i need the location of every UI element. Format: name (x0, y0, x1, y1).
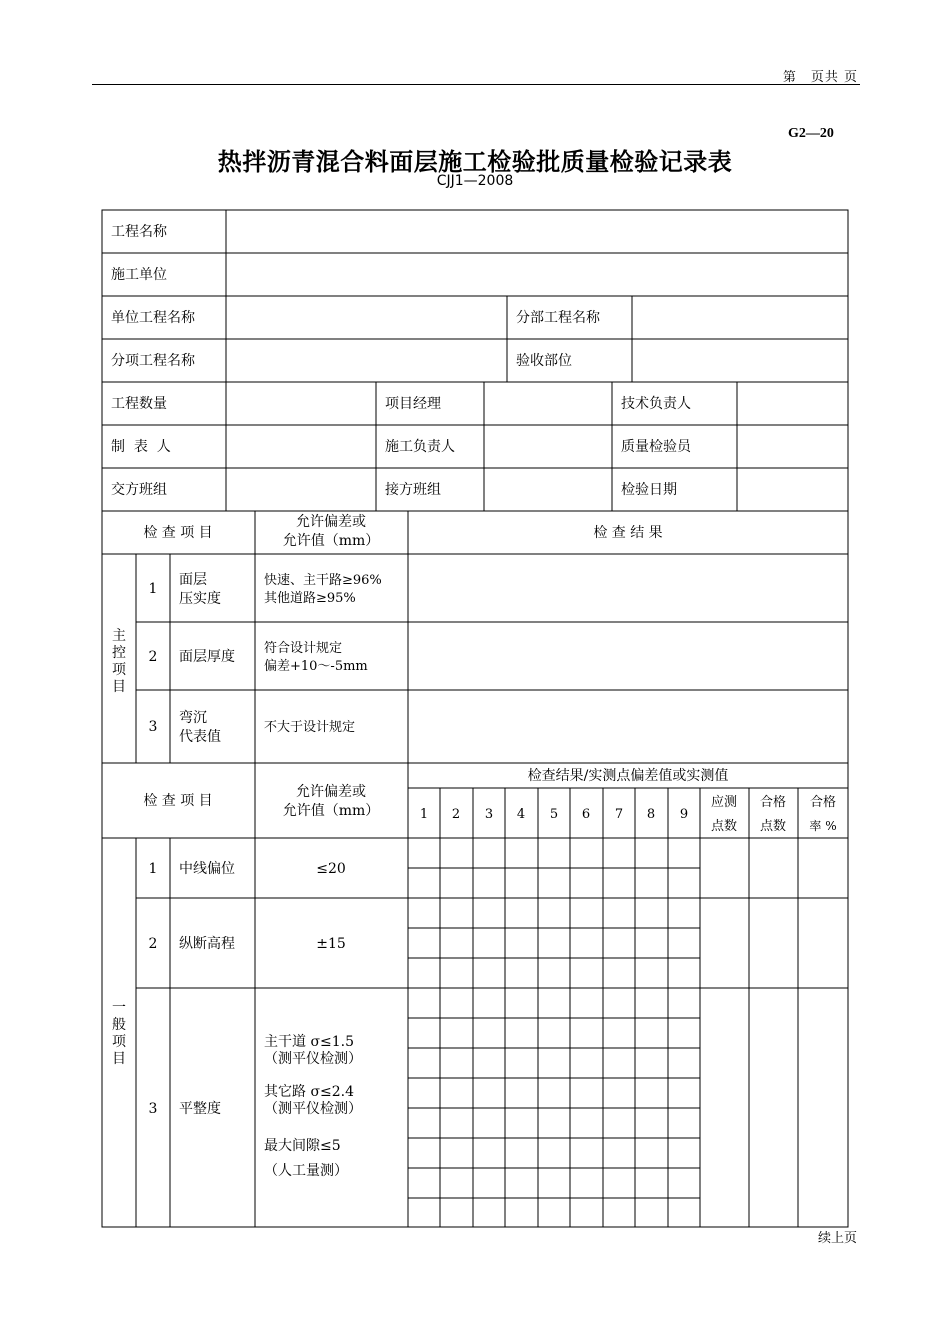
page-indicator: 第 页共 页 (782, 70, 858, 85)
point-col-1: 1 (419, 807, 429, 822)
label-sub-project: 分部工程名称 (516, 310, 600, 326)
general-category-label: 一般项目 (112, 1000, 126, 1067)
form-code: G2—20 (788, 126, 834, 141)
main-row-2-tol-2: 偏差+10～-5mm (264, 659, 368, 674)
point-col-7: 7 (614, 807, 624, 822)
main-row-3-tol-1: 不大于设计规定 (264, 720, 356, 735)
point-col-3: 3 (484, 807, 494, 822)
main-col-item: 检 查 项 目 (143, 525, 213, 541)
label-inspection-date: 检验日期 (621, 482, 677, 498)
table-grid (102, 210, 848, 1227)
label-project-manager: 项目经理 (385, 396, 441, 412)
gen-col-result: 检查结果/实测点偏差值或实测值 (527, 768, 729, 784)
main-row-1-name-1: 面层 (179, 572, 207, 588)
label-project-name: 工程名称 (111, 224, 167, 240)
point-col-8: 8 (646, 807, 656, 822)
gen-row-2-tol: ±15 (316, 936, 346, 952)
gen-col-item: 检 查 项 目 (143, 793, 213, 809)
col-should-2: 点数 (710, 819, 738, 834)
gen-row-2-name: 纵断高程 (179, 936, 235, 952)
gen-row-1-name: 中线偏位 (179, 861, 235, 877)
gen-row-3-no: 3 (148, 1101, 158, 1117)
gen-row-1-tol: ≤20 (316, 861, 346, 877)
col-rate-2: 率 % (809, 819, 837, 833)
gen-row-3-tol-line-1: 主干道 σ≤1.5 (264, 1034, 355, 1050)
main-row-1-name-2: 压实度 (179, 591, 221, 607)
main-row-1-tol-1: 快速、主干路≥96% (264, 573, 382, 588)
gen-row-3-tol-line-6: （人工量测） (264, 1163, 348, 1179)
label-tech-lead: 技术负责人 (621, 396, 691, 412)
label-handover-team: 交方班组 (111, 482, 167, 498)
main-row-2-name-1: 面层厚度 (179, 649, 235, 665)
col-should-1: 应测 (710, 795, 738, 810)
label-quantity: 工程数量 (111, 396, 167, 412)
label-item-project: 分项工程名称 (111, 353, 195, 369)
gen-col-tol-1: 允许偏差或 (296, 784, 366, 800)
main-col-result: 检 查 结 果 (593, 525, 663, 541)
point-col-9: 9 (679, 807, 689, 822)
main-row-3-name-1: 弯沉 (179, 710, 207, 726)
gen-row-3-name: 平整度 (179, 1101, 221, 1117)
point-col-4: 4 (516, 807, 526, 822)
label-preparer: 制 表 人 (111, 439, 171, 455)
general-section (112, 767, 837, 1179)
main-row-1-no: 1 (148, 581, 158, 597)
gen-row-3-tol-line-4: （测平仪检测） (264, 1101, 362, 1117)
col-pass-1: 合格 (759, 795, 787, 810)
standard-code: CJJ1—2008 (436, 173, 514, 189)
main-row-3-name-2: 代表值 (179, 729, 221, 745)
label-acceptance-part: 验收部位 (516, 353, 572, 369)
point-col-6: 6 (581, 807, 591, 822)
label-contractor: 施工单位 (111, 267, 167, 283)
table-border (102, 210, 848, 1227)
main-row-1-tol-2: 其他道路≥95% (264, 591, 356, 606)
main-row-2-no: 2 (148, 649, 158, 665)
gen-row-1-no: 1 (148, 861, 158, 877)
col-pass-2: 点数 (759, 819, 787, 834)
main-category-label: 主控项目 (112, 628, 126, 695)
gen-row-3-tol-line-3: 其它路 σ≤2.4 (264, 1084, 355, 1100)
point-col-2: 2 (451, 807, 461, 822)
label-quality-inspector: 质量检验员 (621, 439, 691, 455)
main-row-2-tol-1: 符合设计规定 (264, 641, 343, 656)
gen-col-tol-2: 允许值（mm） (282, 803, 380, 819)
label-receiving-team: 接方班组 (385, 482, 441, 498)
main-col-tol-1: 允许偏差或 (296, 514, 366, 530)
main-section (112, 513, 663, 745)
label-construction-lead: 施工负责人 (385, 439, 455, 455)
gen-row-3-tol-line-5: 最大间隙≤5 (264, 1138, 341, 1154)
point-col-5: 5 (549, 807, 559, 822)
gen-row-3-tol-line-2: （测平仪检测） (264, 1051, 362, 1067)
main-col-tol-2: 允许值（mm） (282, 533, 380, 549)
info-section (111, 224, 692, 498)
continue-note: 续上页 (818, 1231, 858, 1246)
label-unit-project: 单位工程名称 (111, 310, 195, 326)
col-rate-1: 合格 (809, 795, 837, 810)
page-title: 热拌沥青混合料面层施工检验批质量检验记录表 (217, 148, 733, 176)
main-row-3-no: 3 (148, 719, 158, 735)
gen-row-2-no: 2 (148, 936, 158, 952)
